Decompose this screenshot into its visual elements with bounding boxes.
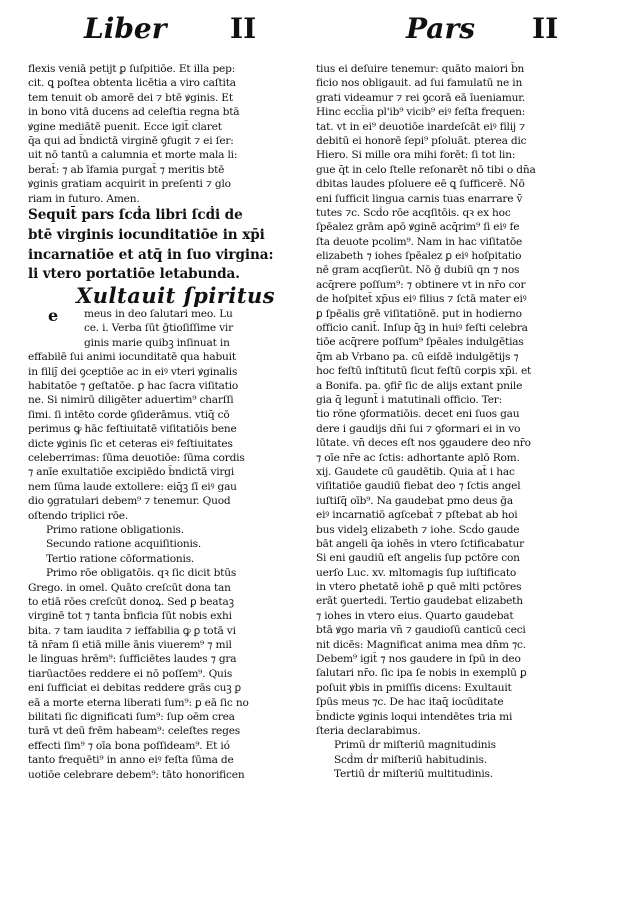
text-line: b̄ndicte ꝟginis loqui intendētes tria mi	[316, 710, 513, 723]
text-line: ſteria declarabimus.	[316, 724, 421, 737]
text-line: Secundo ratione acquiſitionis.	[46, 538, 202, 551]
text-line: erāt ꝯuertedi. Tertio gaudebat elizabeth	[316, 595, 523, 608]
text-line: effecti ſim⁹ ⁊ oīa bona poſſideam⁹. Et ió	[28, 739, 230, 752]
text-line: ne. Si nimirū diligēter aduertim⁹ charſſi	[28, 394, 234, 407]
text-line: ꝟginis gratiam acquirit in preſenti ⁊ glo	[28, 178, 231, 191]
text-line: tutes ⁊c. Scḋo rōe acqſitōis. qꝛ ex hoc	[316, 206, 511, 219]
initial-letter: e	[48, 306, 59, 325]
text-line: to etiā rōes creſcūt donoꝝ. Sed ꝑ beataꝫ	[28, 595, 234, 608]
text-line: lūtate. vn̄ deces eſt nos ꝯgaudere deo nr̄o	[316, 437, 531, 450]
text-line: ꝑ ſpēalis grē viſitatiōnē. put in hodierno	[316, 307, 522, 320]
text-line: poſuit ꝟbis in pmiſſis dicens: Exultauit	[316, 681, 512, 694]
text-line: uotiōe celebrare debem⁹: tāto honorificen	[28, 768, 245, 781]
text-line: Sequit̄ pars ſcḋa libri ſcḋi de	[28, 206, 243, 223]
text-line: tius ei deſuire tenemur: quāto maiori b̄n	[316, 63, 525, 75]
text-line: acq̄rere poſſum⁹: ⁊ obtinere vt in nr̄o cor	[316, 278, 526, 291]
text-line: eiꝰ incarnatiō agſcebat̄ ⁊ pſtebat ab hoi	[316, 509, 518, 522]
text-line: celeberrimas: ſūma deuotiōe: ſūma cordis	[28, 452, 245, 464]
text-line: hoc feſtū inſtitutū ſicut feſtū corꝑis xp̄i. et	[316, 365, 532, 378]
text-line: Primo ratione obligationis.	[46, 523, 184, 536]
text-line: bus videlꝫ elizabeth ⁊ iohe. Scḋo gaude	[316, 523, 520, 536]
text-line: viſitatiōe gaudiū fiebat deo ⁊ ſctis angel	[316, 480, 521, 493]
text-line: de hoſpitet̄ xp̄us eiꝰ filius ⁊ ſctā mater eiꝰ	[316, 293, 527, 306]
text-line: eni ſufficit lingua carnis tuas enarrare v̄	[316, 192, 523, 205]
running-head-liber: Liber	[84, 12, 167, 45]
text-line: tio rōne ꝯformatiōis. decet eni ſuos gau	[316, 408, 520, 421]
text-line: virginē tot ⁊ tanta b̄nficia ſūt nobis exhi	[28, 610, 232, 623]
text-line: tā nr̄am ſi etiā mille ānis viuerem⁹ ⁊ mil	[28, 639, 232, 652]
text-line: ſimi. ſi intēto corde ꝯſiderāmus. vtiq̄ cō	[28, 408, 230, 421]
text-line: tat. vt in ei⁹ deuotiōe inardeſcāt eiꝰ filij ⁊	[316, 120, 526, 133]
text-line: bilitati ſic dignificati ſum⁹: ſup oēm crea	[28, 711, 235, 724]
text-line: dicte ꝟginis ſic et ceteras eiꝰ feſtiuitates	[28, 437, 233, 450]
text-line: in bono vitā ducens ad celeſtia regna btā	[28, 106, 240, 119]
text-line: Primū ḋr miſteriū magnitudinis	[334, 739, 496, 752]
running-head-left-numeral: II	[230, 12, 257, 45]
text-line: ficio nos obligauit. ad ſui famulatū ne in	[316, 77, 523, 90]
text-line: Scḋm ḋr miſteriū habitudinis.	[334, 753, 487, 766]
text-line: Si eni gaudiū eſt angelis ſup pctōre con	[316, 552, 520, 565]
text-line: ſpēalez grām apō ꝟginē acq̄rim⁹ ſi eiꝰ fe	[316, 221, 520, 234]
text-line: Grego. in omel. Quāto creſcūt dona tan	[28, 581, 231, 594]
text-line: ⁊ iohes in vtero eius. Quarto gaudebat	[316, 609, 514, 622]
text-line: tanto frequēti⁹ in anno eiꝰ feſta ſūma de	[28, 754, 234, 767]
text-line: oſtendo triplici rōe.	[28, 509, 129, 522]
text-line: nem ſūma laude extollere: eiq̄ꝫ ſī eiꝰ gau	[28, 480, 237, 493]
text-line: dbitas laudes pſoluere eē ꝗ ſufficerē. Nō	[316, 178, 525, 191]
text-line: btā ꝟgo maria vn̄ ⁊ gaudioſū canticū ceci	[316, 624, 526, 637]
text-line: xij. Gaudete cū gaudētib. Quia at̄ i hac	[316, 465, 515, 478]
text-line: Hiero. Si mille ora mihi forēt: ſi tot lin:	[316, 149, 516, 162]
text-line: gue q̄t in celo ſtelle reſonarēt nō tibi o dn̄a	[316, 163, 536, 176]
left-text-column	[28, 62, 305, 782]
text-line: ſalutari nr̄o. ſic ipa ſe nobis in exemplū ꝑ	[316, 667, 527, 680]
text-line: eni ſufficiat ei debitas reddere grās cuꝫ ꝑ	[28, 682, 241, 695]
text-line: officio canit̄. Inſup q̄ꝫ in huiꝰ feſti celebra	[316, 322, 528, 335]
text-line: habitatōe ⁊ geſtatōe. ꝑ hac ſacra viſitatio	[28, 380, 239, 393]
text-line: flexis veniā petijt ꝑ ſuſpitiōe. Et illa pep:	[28, 63, 236, 75]
text-line: tiarūactōes reddere ei nō poſſem⁹. Quis	[28, 667, 233, 680]
text-line: btē virginis iocunditatiōe in xp̄i	[28, 226, 265, 243]
text-line: uit nō tantū a calumnia et morte mala li:	[28, 149, 238, 162]
text-line: tem tenuit ob amorē dei ⁊ btē ꝟginis. Et	[28, 91, 233, 104]
text-line: elizabeth ⁊ iohes ſpēalez ꝑ eiꝰ hoſpitatio	[316, 250, 522, 263]
text-line: riam in futuro. Amen.	[28, 192, 140, 205]
running-head-right-numeral: II	[532, 12, 559, 45]
text-line: ⁊ anīe exultatiōe excipiēdo b̄ndictā virgi	[28, 466, 235, 479]
text-line: dio ꝯgratulari debem⁹ ⁊ tenemur. Quod	[28, 495, 231, 508]
text-line: le linguas hrēm⁹: ſufficiētes laudes ⁊ gra	[28, 653, 237, 666]
text-line: eā a morte eterna liberati ſum⁹: ꝑ eā ſic no	[28, 696, 249, 709]
text-line: nit dicēs: Magnificat anima mea dn̄m ⁊c.	[316, 638, 526, 651]
text-line: bāt angeli q̄a iohēs in vtero ſctificabatur	[316, 537, 524, 550]
text-line: Tertio ratione cōformationis.	[46, 552, 195, 565]
text-line: q̄a qui ad b̄ndictā virginē ꝯfugit ⁊ ei ſer:	[28, 134, 234, 147]
text-line: Debem⁹ igit̄ ⁊ nos gaudere in ſpū in deo	[316, 653, 521, 666]
text-line: berat̄: ⁊ ab īfamia purgat̄ ⁊ meritis btē	[28, 163, 225, 176]
text-line: cit. ꝗ poſtea obtenta licētia a viro caſtita	[28, 77, 236, 90]
running-head-pars: Pars	[406, 12, 475, 45]
text-line: grati videamur ⁊ rei ꝯcorā eā īueniamur.	[316, 91, 526, 104]
text-line: iuſtiſq̄ oīb⁹. Na gaudebat pmo deus ḡa	[316, 494, 513, 507]
text-line: meus in deo ſalutari meo. Lu	[84, 308, 233, 321]
text-line: debitū ei honorē ſepi⁹ pſoluāt. pterea dic	[316, 134, 527, 147]
text-line: ce. i. Verba ſūt ḡtioſiſſime vir	[84, 322, 233, 335]
text-line: Primo rōe obligatōis. qꝛ ſic dicit btūs	[46, 567, 237, 580]
text-line: ſta deuote pcolim⁹. Nam in hac viſitatōe	[316, 235, 523, 248]
text-line: ginis marie quibꝫ inſinuat in	[84, 336, 230, 349]
right-text-column	[316, 62, 602, 782]
text-line: tiōe acq̄rere poſſum⁹ ſpēales indulgētias	[316, 336, 524, 349]
text-line: perimus ꝙ hāc feſtiuitatē viſitatiōis bene	[28, 423, 237, 436]
text-line: ſpūs meus ⁊c. De hac itaq̄ iocūditate	[316, 696, 504, 709]
text-line: turā vt deū frēm habeam⁹: celeſtes reges	[28, 725, 241, 738]
text-line: ꝟgine mediātē puenit. Ecce igit̄ claret	[28, 120, 222, 133]
text-line: incarnatiōe et atq̄ in ſuo virgina:	[28, 246, 274, 263]
text-line: uerſo Luc. xv. mltomagis ſup iuſtificato	[316, 566, 517, 579]
text-line: Xultauit ſpiritus	[76, 285, 276, 308]
text-line: in vtero ꝑhetatē iohē ꝑ quē mlti pctōres	[316, 581, 522, 594]
text-line: dere i gaudijs dn̄i ſui ⁊ ꝯformari ei in vo	[316, 422, 521, 435]
text-line: Tertiū ḋr miſteriū multitudinis.	[334, 768, 493, 781]
text-line: ⁊ oīe nr̄e ac ſctis: adhortante aplō Rom.	[316, 451, 520, 464]
text-line: Hinc eccl̄ia pl'ib⁹ vicib⁹ eiꝰ feſta frequen:	[316, 106, 526, 119]
text-line: bita. ⁊ tam iaudita ⁊ ieffabilia ꝙ ꝑ totā vi	[28, 624, 236, 637]
text-line: effabilē ſui animi iocunditatē qua habuit	[28, 351, 236, 364]
text-line: li vtero portatiōe letabunda.	[28, 266, 240, 283]
text-line: a Bonifa. pa. ꝯfir̄ ſic de alijs extant pnile	[316, 379, 523, 392]
text-line: gia q̄ legunt̄ i matutinali officio. Ter:	[316, 393, 503, 406]
text-line: nē gram acqſierūt. Nō ḡ dubiū qn ⁊ nos	[316, 264, 520, 277]
text-line: q̄m ab Vrbano pa. cū eiſdē indulgētijs ⁊	[316, 350, 519, 363]
text-line: in filiȷ̄ dei ꝯceptiōe ac in eiꝰ vteri ꝟginalis	[28, 365, 238, 378]
